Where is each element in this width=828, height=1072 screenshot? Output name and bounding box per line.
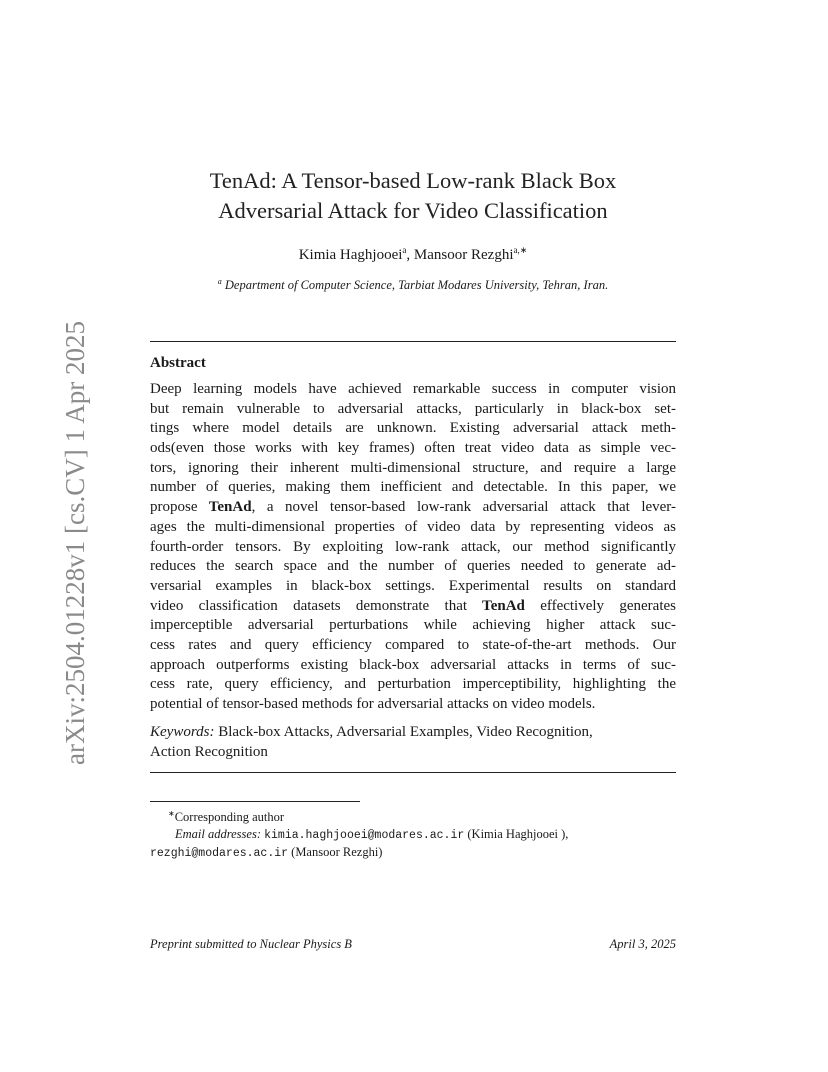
email-address[interactable]: kimia.haghjooei@modares.ac.ir	[264, 829, 465, 843]
abstract-line: number of queries, making them inefficient and detectable. In this paper, we	[150, 479, 676, 496]
abstract-line: reduces the search space and the number of queries needed to generate ad-	[150, 558, 676, 575]
abstract-line: ages the multi-dimensional properties of video data by representing videos as	[150, 518, 676, 535]
method-name: TenAd	[467, 597, 525, 614]
method-name: TenAd	[197, 499, 252, 516]
footnote-rule	[150, 801, 360, 802]
abstract-line: Deep learning models have achieved remarkable success in computer vision	[150, 381, 676, 397]
keywords	[150, 722, 676, 762]
abstract-line: but remain vulnerable to adversarial attacks, particularly in black-box set-	[150, 400, 676, 417]
footnote-line	[150, 805, 676, 826]
email-owner: (Kimia Haghjooei ),	[464, 827, 569, 842]
abstract-line: versarial examples in black-box settings. Experimental results on standard	[150, 577, 676, 594]
abstract-line: cess rates and query efficiency compared to state-of-the-art methods. Our	[150, 636, 676, 653]
abstract-line: tors, ignoring their inherent multi-dimensional structure, and require a large	[150, 459, 676, 476]
paper-title	[150, 166, 676, 226]
abstract-body	[150, 380, 676, 715]
abstract-text: effectively generates	[524, 597, 676, 614]
abstract-text: video classification datasets demonstrate that	[150, 597, 468, 614]
author-affiliation-marker: a,∗	[513, 245, 528, 255]
keywords-text: Black-box Attacks, Adversarial Examples, Video Recognition,	[214, 724, 593, 740]
author-list	[150, 245, 676, 264]
keywords-line	[150, 722, 676, 742]
keywords-line: Action Recognition	[150, 744, 268, 760]
abstract-bottom-rule	[150, 772, 676, 773]
abstract-heading: Abstract	[150, 355, 206, 371]
abstract-line: tings where model details are unknown. Existing adversarial attack meth-	[150, 420, 676, 437]
title-line-2: Adversarial Attack for Video Classification	[218, 198, 608, 223]
arxiv-identifier: arXiv:2504.01228v1 [cs.CV] 1 Apr 2025	[60, 321, 90, 765]
keywords-label: Keywords:	[150, 724, 215, 740]
abstract-line	[150, 597, 676, 617]
footer-date: April 3, 2025	[609, 937, 676, 951]
author-name: Mansoor Rezghi	[413, 247, 514, 263]
footnote-line	[150, 826, 676, 844]
abstract-line: fourth-order tensors. By exploiting low-rank attack, our method significantly	[150, 538, 676, 555]
title-line-1: TenAd: A Tensor-based Low-rank Black Box	[209, 168, 617, 193]
footnote-corresponding: Corresponding author	[174, 810, 285, 825]
abstract-line: imperceptible adversarial perturbations while achieving higher attack suc-	[150, 617, 676, 634]
affiliation-marker: a	[217, 277, 222, 286]
footer-submission: Preprint submitted to Nuclear Physics B	[150, 937, 352, 951]
abstract-top-rule	[150, 341, 676, 342]
footnote	[150, 805, 676, 862]
abstract-line: cess rate, query efficiency, and perturbation imperceptibility, highlighting the	[150, 676, 676, 693]
affiliation-text: Department of Computer Science, Tarbiat Modares University, Tehran, Iran.	[221, 278, 609, 293]
abstract-text: , a novel tensor-based low-rank adversarial attack that lever-	[251, 499, 676, 516]
author-affiliation-marker: a	[402, 245, 407, 255]
page-footer	[150, 937, 676, 952]
abstract-line: approach outperforms existing black-box adversarial attacks in terms of suc-	[150, 656, 676, 673]
email-address[interactable]: rezghi@modares.ac.ir	[150, 847, 289, 861]
email-owner: (Mansoor Rezghi)	[288, 845, 383, 860]
author-separator: ,	[406, 247, 414, 263]
footnote-marker: ∗	[168, 809, 175, 818]
email-label: Email addresses:	[175, 827, 261, 842]
footnote-line	[150, 844, 676, 862]
author-name: Kimia Haghjooei	[298, 247, 403, 263]
abstract-text: propose	[150, 499, 198, 516]
affiliation	[150, 277, 676, 293]
abstract-line: potential of tensor-based methods for adversarial attacks on video models.	[150, 696, 596, 712]
abstract-line	[150, 498, 676, 518]
abstract-line: ods(even those works with key frames) often treat video data as simple vec-	[150, 440, 676, 457]
